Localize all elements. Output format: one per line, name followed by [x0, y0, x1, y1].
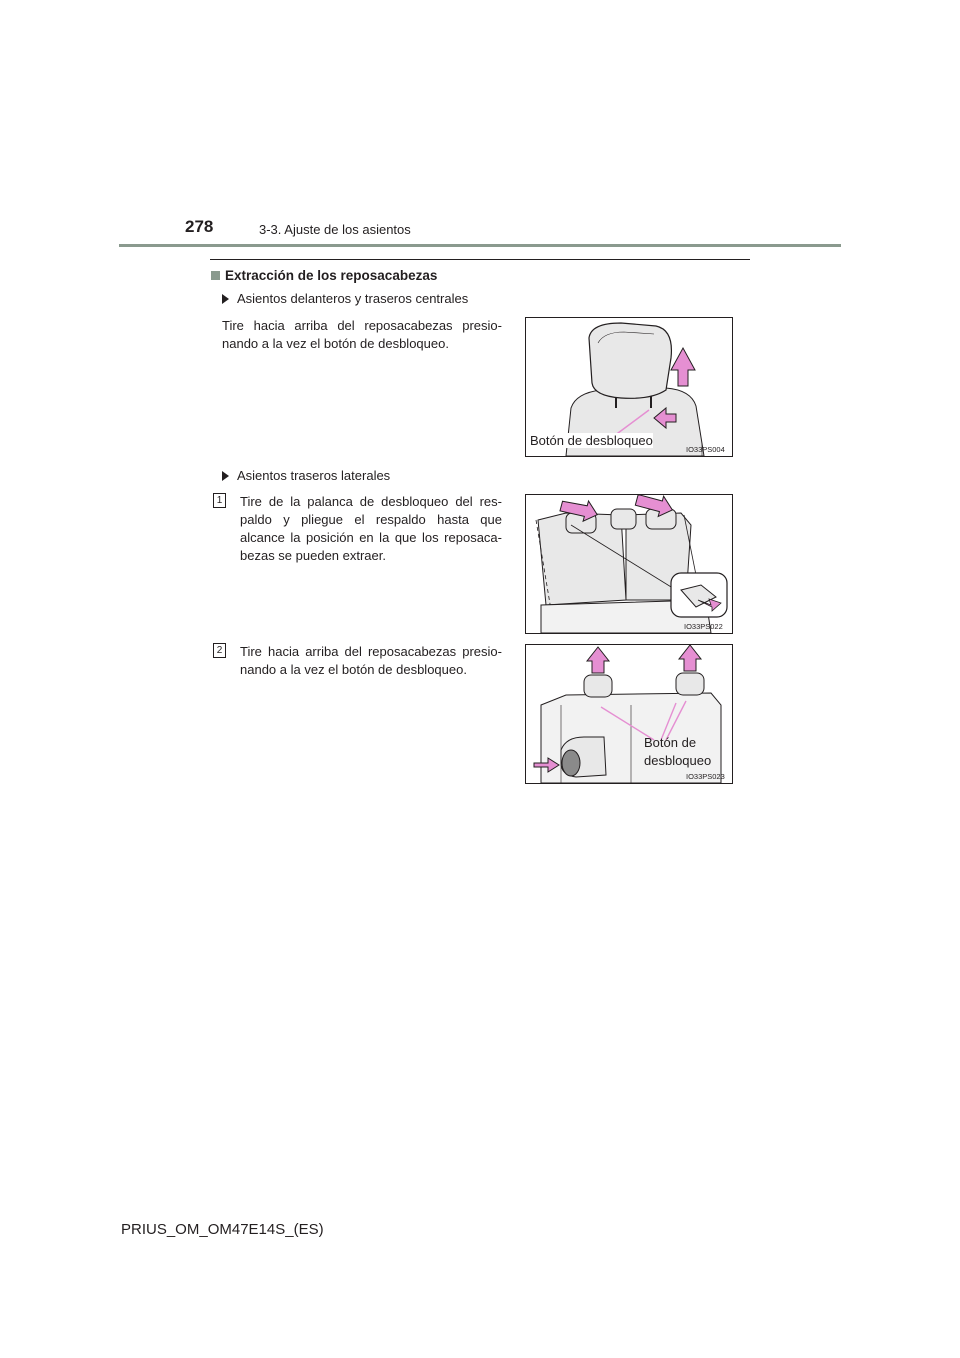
bullet-rear-seats [222, 468, 390, 483]
figure-code: IO33PS022 [684, 622, 723, 631]
figure-rear-seat-release [525, 494, 733, 634]
rear-seat-illustration [526, 495, 732, 633]
release-button-label: Botón de desbloqueo [530, 433, 653, 448]
header-rule [119, 244, 841, 247]
step-2-instruction: Tire hacia arriba del reposacabezas presio-nando a la vez el botón de desbloqueo. [240, 644, 502, 677]
step-number: 1 [213, 493, 226, 508]
release-button-label-line1: Botón de [644, 735, 697, 750]
figure-rear-headrest [525, 644, 733, 784]
section-title: 3-3. Ajuste de los asientos [259, 222, 411, 237]
step-1-instruction: Tire de la palanca de desbloqueo del res-paldo y pliegue el respaldo hasta que alcance la posición en la que los reposaca-bezas se pueden extraer. [240, 494, 502, 563]
heading-text: Extracción de los reposacabezas [225, 268, 438, 283]
section-rule [210, 259, 750, 260]
bullet-front-seats [222, 291, 468, 306]
heading [211, 268, 437, 283]
triangle-bullet-icon [222, 471, 229, 481]
front-instruction: Tire hacia arriba del reposacabezas presio-nando a la vez el botón de desbloqueo. [222, 318, 502, 351]
square-bullet-icon [211, 271, 220, 280]
page-number: 278 [185, 217, 214, 236]
footer-doc-id: PRIUS_OM_OM47E14S_(ES) [121, 1221, 324, 1238]
figure-front-headrest [525, 317, 733, 457]
release-button-label-line2: desbloqueo [644, 753, 712, 768]
figure-code: IO33PS004 [686, 445, 725, 454]
figure-code: IO33PS023 [686, 772, 725, 781]
step-number: 2 [213, 643, 226, 658]
bullet-rear-text: Asientos traseros laterales [237, 468, 391, 483]
triangle-bullet-icon [222, 294, 229, 304]
bullet-front-text: Asientos delanteros y traseros centrales [237, 291, 469, 306]
